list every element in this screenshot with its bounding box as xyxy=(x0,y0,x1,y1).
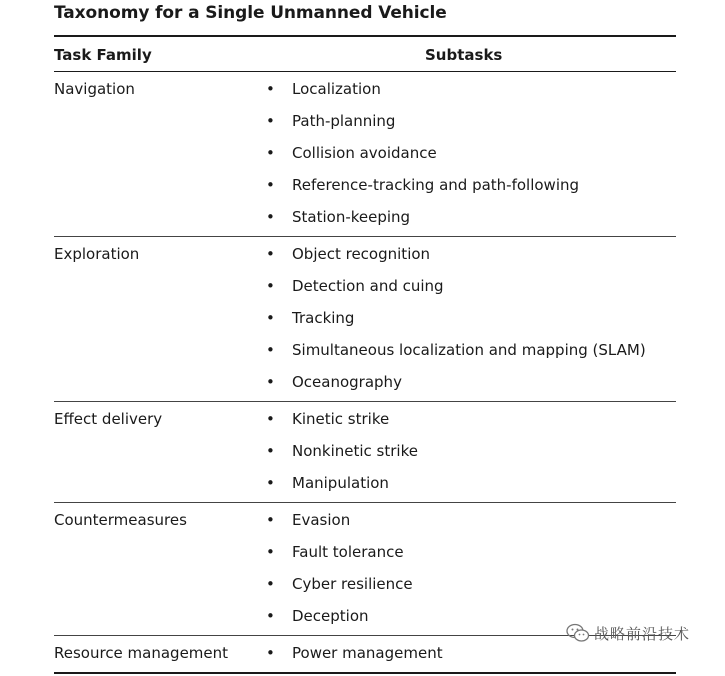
subtask-list xyxy=(266,238,676,398)
subtask-label: Oceanography xyxy=(292,373,402,391)
subtask-item xyxy=(266,536,676,568)
subtask-list xyxy=(266,504,676,632)
subtask-label: Tracking xyxy=(292,309,355,327)
subtask-label: Localization xyxy=(292,80,381,98)
subtask-item xyxy=(266,403,676,435)
subtask-label: Cyber resilience xyxy=(292,575,413,593)
subtask-label: Detection and cuing xyxy=(292,277,444,295)
bullet-icon: • xyxy=(266,410,275,428)
subtask-item xyxy=(266,302,676,334)
subtask-label: Path-planning xyxy=(292,112,396,130)
bullet-icon: • xyxy=(266,112,275,130)
bullet-icon: • xyxy=(266,607,275,625)
table-row-group xyxy=(54,502,676,635)
subtask-label: Object recognition xyxy=(292,245,431,263)
subtask-label: Manipulation xyxy=(292,474,389,492)
subtask-label: Collision avoidance xyxy=(292,144,437,162)
bullet-icon: • xyxy=(266,511,275,529)
subtask-label: Nonkinetic strike xyxy=(292,442,418,460)
bullet-icon: • xyxy=(266,644,275,662)
subtask-item xyxy=(266,169,676,201)
taxonomy-table xyxy=(54,35,676,674)
bullet-icon: • xyxy=(266,309,275,327)
task-family-cell: Navigation xyxy=(54,80,135,98)
subtask-item xyxy=(266,201,676,233)
subtask-label: Station-keeping xyxy=(292,208,411,226)
subtask-label: Kinetic strike xyxy=(292,410,390,428)
subtask-list xyxy=(266,403,676,499)
subtask-item xyxy=(266,105,676,137)
header-task-family: Task Family xyxy=(54,46,152,64)
subtask-item xyxy=(266,270,676,302)
bullet-icon: • xyxy=(266,277,275,295)
subtask-label: Deception xyxy=(292,607,369,625)
subtask-label: Fault tolerance xyxy=(292,543,404,561)
bullet-icon: • xyxy=(266,80,275,98)
bullet-icon: • xyxy=(266,575,275,593)
subtask-label: Reference-tracking and path-following xyxy=(292,176,580,194)
subtask-item xyxy=(266,238,676,270)
task-family-cell: Effect delivery xyxy=(54,410,163,428)
bullet-icon: • xyxy=(266,144,275,162)
subtask-item xyxy=(266,137,676,169)
subtask-item xyxy=(266,366,676,398)
table-bottom-rule xyxy=(54,672,676,674)
task-family-cell: Exploration xyxy=(54,245,140,263)
bullet-icon: • xyxy=(266,176,275,194)
watermark xyxy=(566,622,690,644)
subtask-label: Simultaneous localization and mapping (SLAM) xyxy=(292,341,646,359)
watermark-text: 战略前沿技术 xyxy=(594,624,691,643)
subtask-label: Power management xyxy=(292,644,443,662)
subtask-list xyxy=(266,73,676,233)
table-header xyxy=(54,37,676,71)
bullet-icon: • xyxy=(266,245,275,263)
bullet-icon: • xyxy=(266,543,275,561)
subtask-item xyxy=(266,435,676,467)
subtask-label: Evasion xyxy=(292,511,351,529)
bullet-icon: • xyxy=(266,341,275,359)
subtask-item xyxy=(266,504,676,536)
header-subtasks: Subtasks xyxy=(425,46,503,64)
subtask-item xyxy=(266,334,676,366)
bullet-icon: • xyxy=(266,373,275,391)
task-family-cell: Resource management xyxy=(54,644,229,662)
wechat-icon xyxy=(566,623,590,643)
table-body xyxy=(54,72,676,672)
bullet-icon: • xyxy=(266,442,275,460)
subtask-item xyxy=(266,568,676,600)
bullet-icon: • xyxy=(266,474,275,492)
document-title: Taxonomy for a Single Unmanned Vehicle xyxy=(54,3,447,23)
subtask-item xyxy=(266,467,676,499)
table-row-group xyxy=(54,401,676,502)
subtask-item xyxy=(266,73,676,105)
table-row-group xyxy=(54,236,676,401)
task-family-cell: Countermeasures xyxy=(54,511,187,529)
table-row-group xyxy=(54,72,676,236)
bullet-icon: • xyxy=(266,208,275,226)
